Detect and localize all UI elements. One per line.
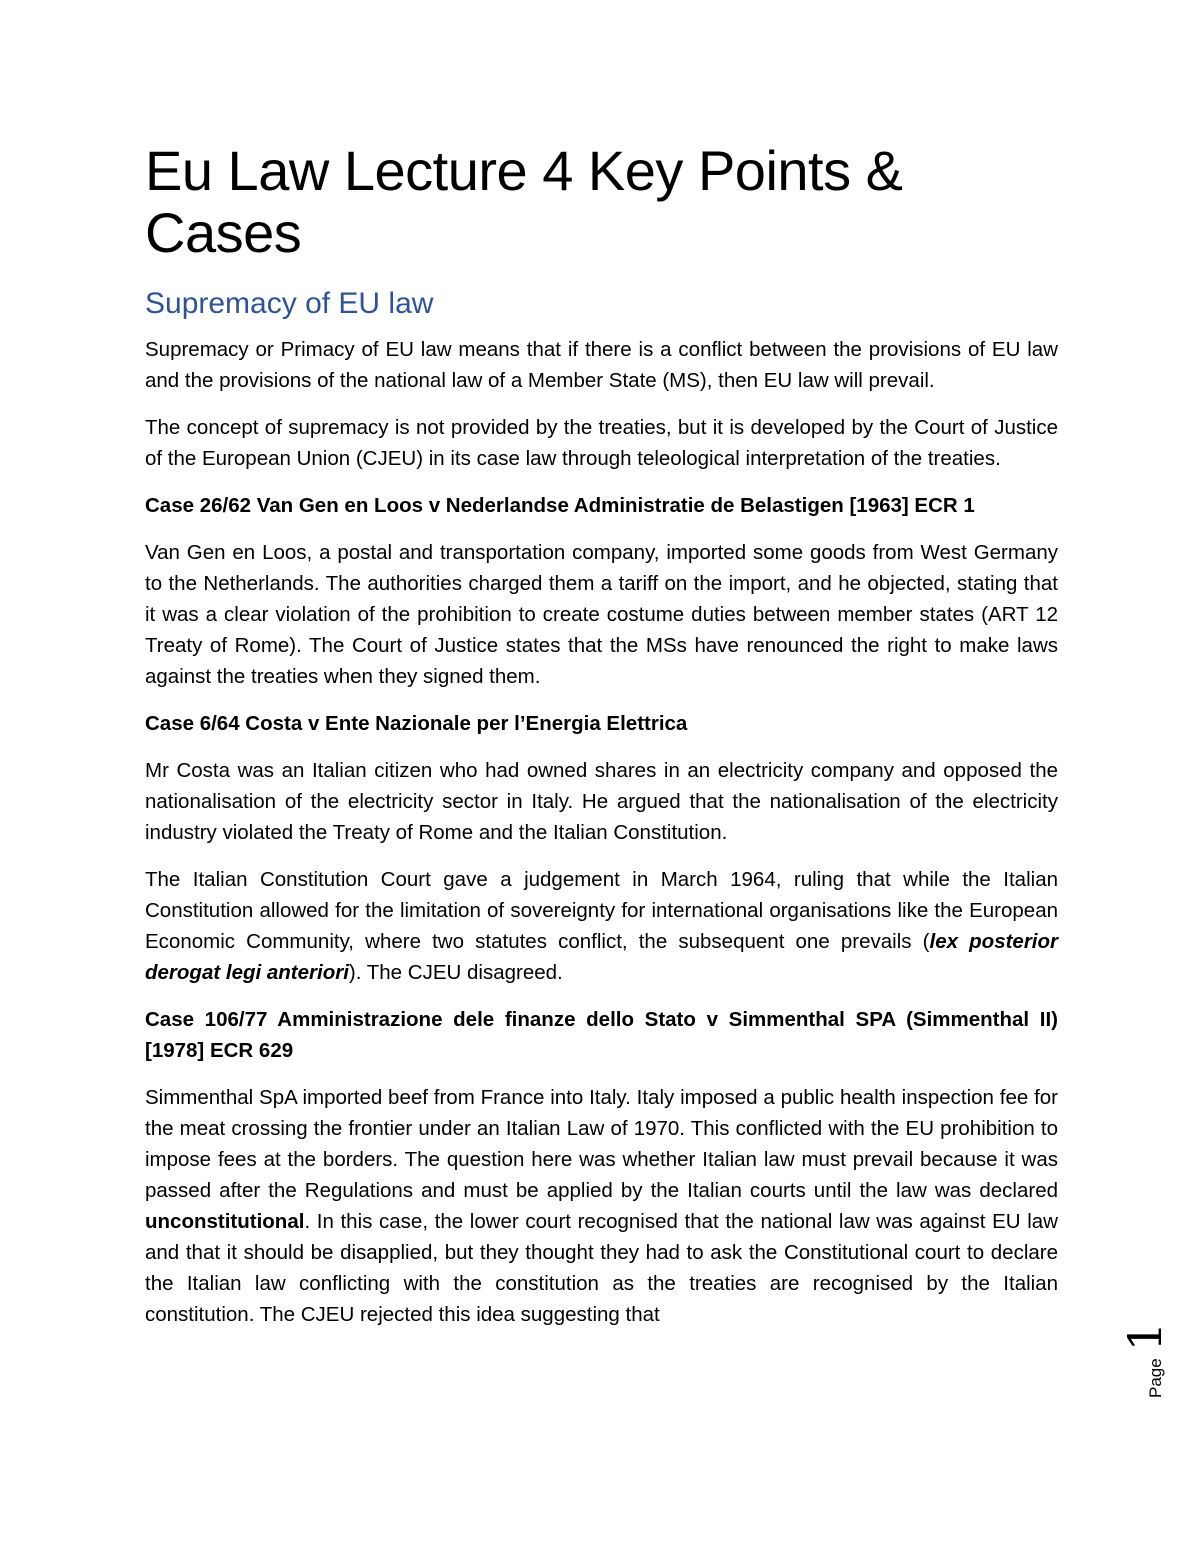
page-number-value: 1 bbox=[1118, 1322, 1172, 1352]
case-heading: Case 6/64 Costa v Ente Nazionale per l’Energia Elettrica bbox=[145, 712, 688, 735]
page-number-footer bbox=[1090, 1305, 1200, 1415]
paragraph: Mr Costa was an Italian citizen who had owned shares in an electricity company and opposed the nationalisation of the electricity sector in Italy. He argued that the nationalisation of the electricity industry violated the Treaty of Rome and the Italian Constitution. bbox=[145, 759, 1058, 844]
case-heading: Case 26/62 Van Gen en Loos v Nederlandse Administratie de Belastigen [1963] ECR 1 bbox=[145, 494, 975, 517]
document-title: Eu Law Lecture 4 Key Points & Cases bbox=[145, 139, 903, 264]
case-heading: Case 106/77 Amministrazione dele finanze dello Stato v Simmenthal SPA (Simmenthal II) [1978] ECR 629 bbox=[145, 1008, 1058, 1062]
paragraph: The Italian Constitution Court gave a judgement in March 1964, ruling that while the Italian Constitution allowed for the limitation of sovereignty for international organisations like the European Economic Community, where two statutes conflict, the subsequent one prevails (lex posterior derogat legi anteriori). The CJEU disagreed. bbox=[145, 868, 1058, 984]
paragraph: Simmenthal SpA imported beef from France into Italy. Italy imposed a public health inspection fee for the meat crossing the frontier under an Italian Law of 1970. This conflicted with the EU prohibition to impose fees at the borders. The question here was whether Italian law must prevail because it was passed after the Regulations and must be applied by the Italian courts until the law was declared unconstitutional. In this case, the lower court recognised that the national law was against EU law and that it should be disapplied, but they thought they had to ask the Constitutional court to declare the Italian law conflicting with the constitution as the treaties are recognised by the Italian constitution. The CJEU rejected this idea suggesting that bbox=[145, 1086, 1058, 1326]
paragraph: Van Gen en Loos, a postal and transportation company, imported some goods from West Germany to the Netherlands. The authorities charged them a tariff on the import, and he objected, stating that it was a clear violation of the prohibition to create costume duties between member states (ART 12 Treaty of Rome). The Court of Justice states that the MSs have renounced the right to make laws against the treaties when they signed them. bbox=[145, 541, 1058, 688]
paragraph: The concept of supremacy is not provided by the treaties, but it is developed by the Court of Justice of the European Union (CJEU) in its case law through teleological interpretation of the treaties. bbox=[145, 416, 1058, 470]
document-page bbox=[145, 140, 1058, 1346]
paragraph: Supremacy or Primacy of EU law means that if there is a conflict between the provisions of EU law and the provisions of the national law of a Member State (MS), then EU law will prevail. bbox=[145, 338, 1058, 392]
document-body bbox=[145, 334, 1058, 1330]
section-heading: Supremacy of EU law bbox=[145, 287, 434, 320]
page-number-label: Page bbox=[1146, 1358, 1165, 1398]
page-number bbox=[1118, 1322, 1172, 1398]
